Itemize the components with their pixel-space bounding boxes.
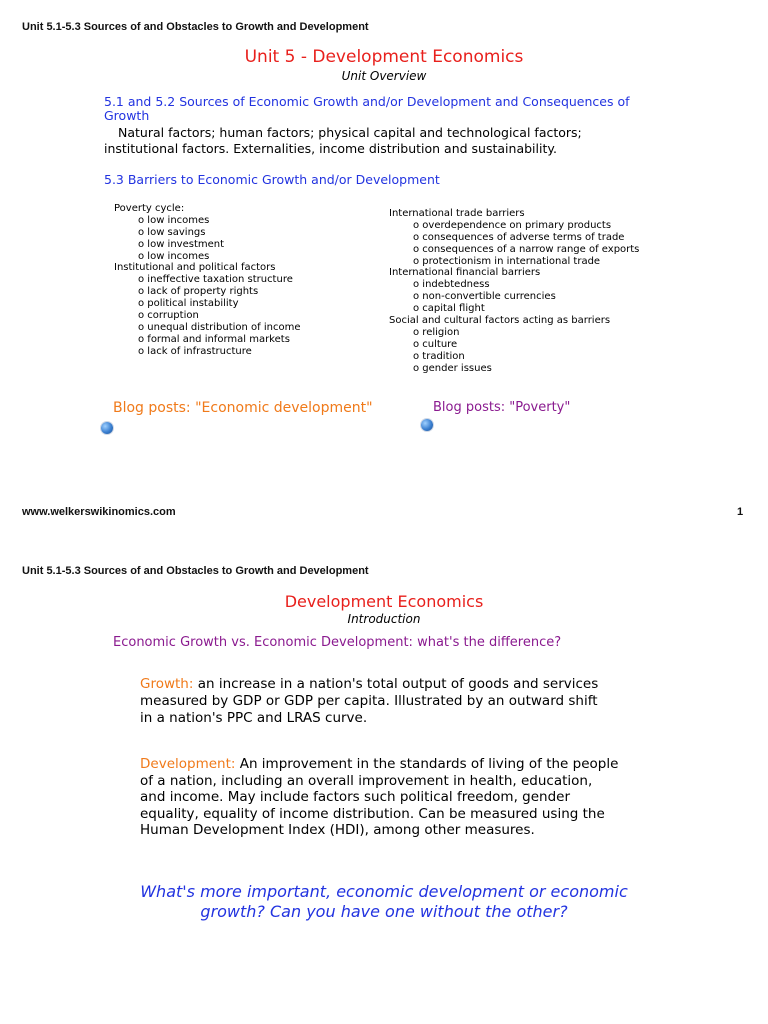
blog-link-poverty[interactable]: Blog posts: "Poverty" [433,400,571,415]
growth-definition [140,676,600,727]
growth-text: an increase in a nation's total output of goods and services measured by GDP or GDP per capita. Illustrated by an outward shift in a nation's PPC and LRAS curve. [140,676,599,726]
list-subitem: o religion [413,326,460,338]
list-subitem: o tradition [413,350,465,362]
section-heading-sources: 5.1 and 5.2 Sources of Economic Growth and/or Development and Consequences of Growth [104,94,630,123]
list-subitem: o non-convertible currencies [413,291,556,303]
list-subitem: o low incomes [138,214,210,226]
list-subitem: o culture [413,338,458,350]
list-subitem: o lack of infrastructure [138,345,252,357]
development-definition [140,756,620,839]
list-category: International financial barriers [389,267,541,279]
list-subitem: o low investment [138,238,225,250]
list-subitem: o low incomes [138,250,210,262]
list-category: International trade barriers [389,208,525,219]
list-subitem: o gender issues [413,362,492,374]
section-body-sources: Natural factors; human factors; physical capital and technological factors; institutional factors. Externalities, income distribution and sustainability. [104,125,582,156]
page-subtitle: Introduction [347,612,421,626]
left-barriers-list [114,203,301,358]
running-header: Unit 5.1-5.3 Sources of and Obstacles to Growth and Development [22,565,369,577]
page-title: Development Economics [284,592,484,611]
list-subitem: o indebtedness [413,279,490,291]
list-category: Institutional and political factors [114,262,276,274]
page-subtitle: Unit Overview [341,69,427,83]
list-subitem: o low savings [138,226,206,238]
footer-site-url[interactable]: www.welkerswikinomics.com [22,506,176,518]
list-category: Poverty cycle: [114,203,185,214]
list-subitem: o political instability [138,298,239,310]
globe-icon[interactable] [101,422,113,434]
list-subitem: o capital flight [413,303,485,315]
list-subitem: o overdependence on primary products [413,219,612,231]
question-heading: Economic Growth vs. Economic Development: what's the difference? [113,635,562,650]
list-subitem: o consequences of adverse terms of trade [413,231,625,243]
running-header: Unit 5.1-5.3 Sources of and Obstacles to Growth and Development [22,21,369,33]
list-subitem: o formal and informal markets [138,333,290,345]
section-heading-barriers: 5.3 Barriers to Economic Growth and/or Development [104,172,440,187]
development-label: Development: [140,756,236,772]
list-subitem: o consequences of a narrow range of exports [413,243,640,255]
list-subitem: o corruption [138,310,199,322]
growth-label: Growth: [140,676,194,692]
globe-icon[interactable] [421,419,433,431]
closing-question: What's more important, economic development or economic growth? Can you have one without the other? [140,882,628,921]
development-text: An improvement in the standards of living of the people of a nation, including an overall improvement in health, education, and income. May include factors such political freedom, gender equality, equality of income distribution. Can be measured using the Human Development Index (HDI), among other measures. [140,756,619,839]
right-barriers-list [389,208,639,374]
list-subitem: o protectionism in international trade [413,255,601,267]
list-subitem: o ineffective taxation structure [138,274,293,286]
page-number: 1 [737,506,744,518]
blog-link-economic-development[interactable]: Blog posts: "Economic development" [113,400,373,416]
list-category: Social and cultural factors acting as barriers [389,315,611,327]
list-subitem: o unequal distribution of income [138,321,301,333]
list-subitem: o lack of property rights [138,286,259,298]
page-title: Unit 5 - Development Economics [244,47,524,67]
